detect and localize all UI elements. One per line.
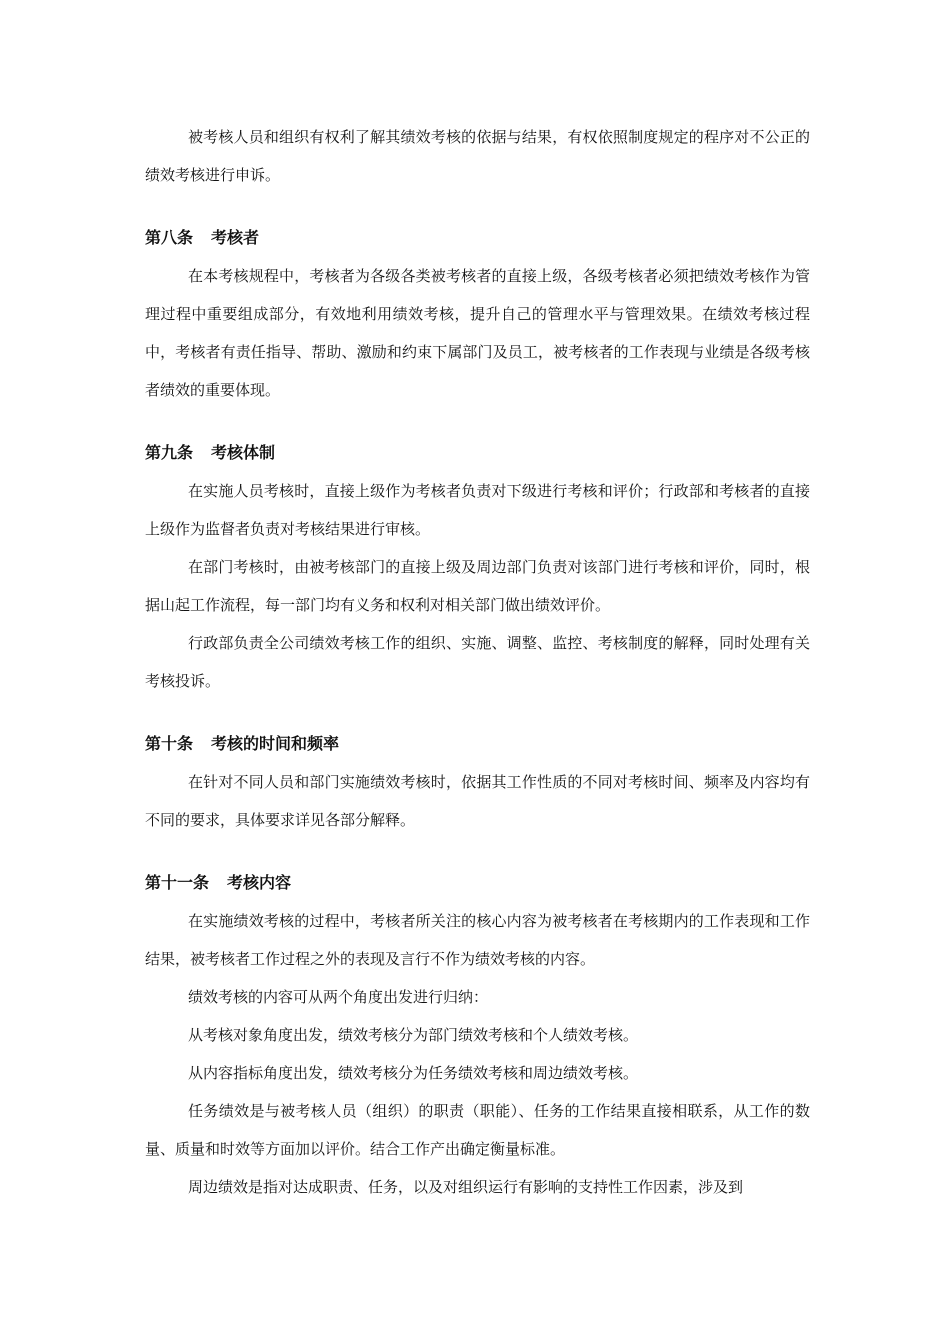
article-11-paragraph-1: 在实施绩效考核的过程中，考核者所关注的核心内容为被考核者在考核期内的工作表现和工作结果，被考核者工作过程之外的表现及言行不作为绩效考核的内容。 (145, 912, 810, 968)
article-9-paragraph-3: 行政部负责全公司绩效考核工作的组织、实施、调整、监控、考核制度的解释，同时处理有关考核投诉。 (145, 634, 810, 690)
article-9-paragraph-2: 在部门考核时，由被考核部门的直接上级及周边部门负责对该部门进行考核和评价，同时，根据山起工作流程，每一部门均有义务和权利对相关部门做出绩效评价。 (145, 558, 810, 614)
article-10-number: 第十条 (145, 734, 194, 753)
article-8-paragraph-1: 在本考核规程中，考核者为各级各类被考核者的直接上级，各级考核者必须把绩效考核作为管理过程中重要组成部分，有效地利用绩效考核，提升自己的管理水平与管理效果。在绩效考核过程中，考核者有责任指导、帮助、激励和约束下属部门及员工，被考核者的工作表现与业绩是各级考核者绩效的重要体现。 (145, 267, 810, 399)
article-9-heading (145, 434, 810, 472)
section-gap (145, 194, 810, 219)
article-11-paragraph-4: 从内容指标角度出发，绩效考核分为任务绩效考核和周边绩效考核。 (188, 1064, 639, 1082)
article-10 (145, 725, 810, 839)
article-10-paragraph-1: 在针对不同人员和部门实施绩效考核时，依据其工作性质的不同对考核时间、频率及内容均有不同的要求，具体要求详见各部分解释。 (145, 773, 810, 829)
article-9 (145, 434, 810, 700)
article-11 (145, 864, 810, 1206)
intro-paragraph: 被考核人员和组织有权利了解其绩效考核的依据与结果，有权依照制度规定的程序对不公正的绩效考核进行申诉。 (145, 128, 810, 184)
article-8-number: 第八条 (145, 228, 194, 247)
article-11-paragraph-3: 从考核对象角度出发，绩效考核分为部门绩效考核和个人绩效考核。 (188, 1026, 639, 1044)
section-gap (145, 700, 810, 725)
article-11-heading (145, 864, 810, 902)
article-8-heading (145, 219, 810, 257)
article-9-number: 第九条 (145, 443, 194, 462)
article-11-number: 第十一条 (145, 873, 210, 892)
article-8 (145, 219, 810, 409)
article-11-paragraph-2: 绩效考核的内容可从两个角度出发进行归纳： (188, 988, 489, 1006)
document-page (145, 118, 810, 1206)
article-11-title: 考核内容 (227, 873, 292, 892)
article-11-paragraph-6: 周边绩效是指对达成职责、任务，以及对组织运行有影响的支持性工作因素，涉及到 (188, 1178, 744, 1196)
section-gap (145, 839, 810, 864)
article-9-title: 考核体制 (211, 443, 276, 462)
article-8-title: 考核者 (211, 228, 260, 247)
article-10-title: 考核的时间和频率 (211, 734, 340, 753)
section-gap (145, 409, 810, 434)
article-10-heading (145, 725, 810, 763)
article-9-paragraph-1: 在实施人员考核时，直接上级作为考核者负责对下级进行考核和评价；行政部和考核者的直接上级作为监督者负责对考核结果进行审核。 (145, 482, 810, 538)
article-11-paragraph-5: 任务绩效是与被考核人员（组织）的职责（职能）、任务的工作结果直接相联系，从工作的数量、质量和时效等方面加以评价。结合工作产出确定衡量标准。 (145, 1102, 810, 1158)
